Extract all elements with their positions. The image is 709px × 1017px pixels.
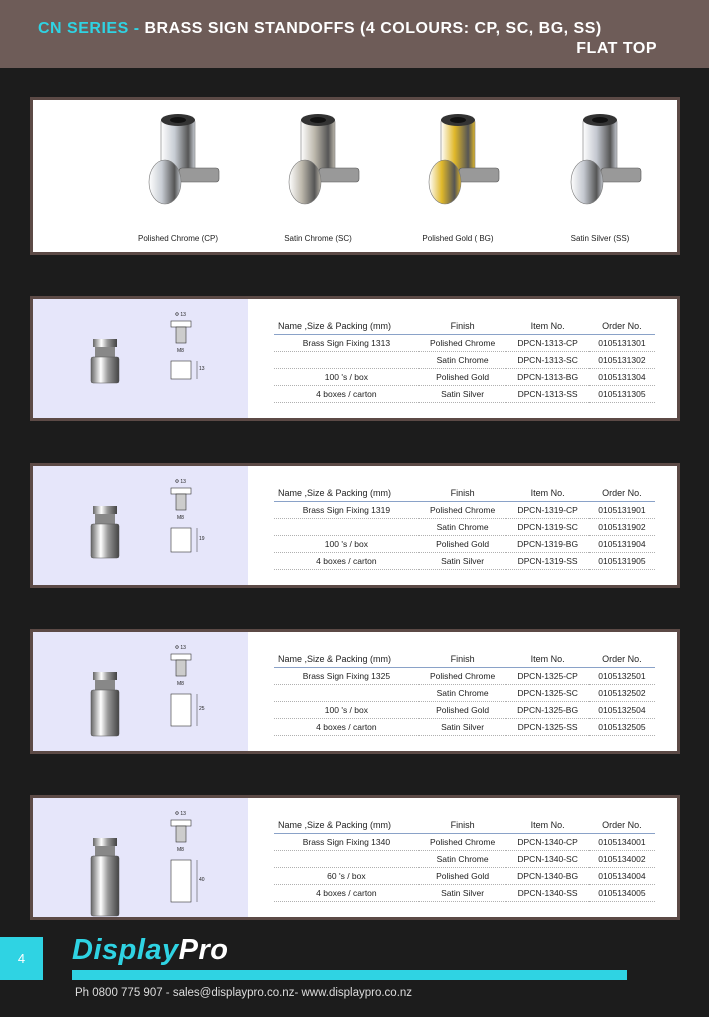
table-cell: DPCN-1325-BG	[506, 702, 588, 719]
page-header	[0, 0, 709, 68]
table-row	[274, 868, 655, 885]
product-panel-1325	[30, 629, 680, 754]
column-header: Finish	[419, 652, 507, 668]
table-row	[274, 519, 655, 536]
standoff-photo-icon	[123, 110, 233, 220]
column-header: Item No.	[506, 486, 588, 502]
table-cell: Brass Sign Fixing 1325	[274, 668, 419, 685]
footer-contact: Ph 0800 775 907 - sales@displaypro.co.nz- www.displaypro.co.nz	[75, 987, 413, 999]
standoff-photo-icon	[545, 110, 655, 220]
finish-photo	[530, 110, 670, 243]
spec-table	[274, 818, 655, 902]
table-cell: Polished Gold	[419, 369, 507, 386]
table-cell: 0105132504	[589, 702, 655, 719]
table-cell: 0105131904	[589, 536, 655, 553]
finish-caption: Polished Gold ( BG)	[422, 234, 494, 243]
table-cell: DPCN-1319-BG	[506, 536, 588, 553]
table-cell: 0105131304	[589, 369, 655, 386]
table-cell	[274, 851, 419, 868]
column-header: Finish	[419, 319, 507, 335]
table-row	[274, 536, 655, 553]
table-header-row	[274, 319, 655, 335]
diameter-label: Φ 13	[175, 645, 186, 651]
table-cell: DPCN-1313-SS	[506, 386, 588, 403]
logo-pro: Pro	[178, 934, 229, 966]
thread-label: M8	[177, 681, 184, 687]
table-cell: DPCN-1313-BG	[506, 369, 588, 386]
table-cell: DPCN-1340-SC	[506, 851, 588, 868]
table-cell: DPCN-1340-BG	[506, 868, 588, 885]
thread-label: M8	[177, 348, 184, 354]
table-cell: DPCN-1340-CP	[506, 834, 588, 851]
finish-photos-panel	[30, 97, 680, 255]
table-cell: Satin Chrome	[419, 685, 507, 702]
table-header-row	[274, 652, 655, 668]
column-header: Order No.	[589, 486, 655, 502]
product-panel-1319	[30, 463, 680, 588]
table-cell: DPCN-1325-SS	[506, 719, 588, 736]
table-row	[274, 335, 655, 352]
column-header: Name ,Size & Packing (mm)	[274, 486, 419, 502]
column-header: Name ,Size & Packing (mm)	[274, 652, 419, 668]
product-drawing	[33, 798, 248, 917]
table-cell: 0105131302	[589, 352, 655, 369]
table-cell: DPCN-1319-SC	[506, 519, 588, 536]
table-cell: 0105134001	[589, 834, 655, 851]
table-cell: Brass Sign Fixing 1340	[274, 834, 419, 851]
table-row	[274, 352, 655, 369]
column-header: Item No.	[506, 818, 588, 834]
diameter-label: Φ 13	[175, 811, 186, 817]
table-cell: 100 's / box	[274, 369, 419, 386]
column-header: Order No.	[589, 319, 655, 335]
footer-accent-bar	[72, 970, 627, 980]
table-row	[274, 885, 655, 902]
table-cell: DPCN-1319-SS	[506, 553, 588, 570]
table-cell: 0105131301	[589, 335, 655, 352]
table-row	[274, 502, 655, 519]
standoff-photo-icon	[263, 110, 373, 220]
column-header: Finish	[419, 818, 507, 834]
table-cell: Satin Chrome	[419, 352, 507, 369]
finish-caption: Satin Silver (SS)	[570, 234, 630, 243]
table-cell: DPCN-1313-SC	[506, 352, 588, 369]
product-drawing	[33, 632, 248, 751]
table-cell: 100 's / box	[274, 536, 419, 553]
displaypro-logo	[72, 934, 229, 967]
length-label: 40	[199, 877, 205, 883]
length-label: 25	[199, 706, 205, 712]
table-cell: Brass Sign Fixing 1319	[274, 502, 419, 519]
spec-table	[274, 486, 655, 570]
table-cell: 0105132501	[589, 668, 655, 685]
column-header: Name ,Size & Packing (mm)	[274, 818, 419, 834]
table-header-row	[274, 818, 655, 834]
table-cell: 0105132505	[589, 719, 655, 736]
spec-table	[274, 652, 655, 736]
table-row	[274, 685, 655, 702]
table-cell: 4 boxes / carton	[274, 719, 419, 736]
table-cell: 4 boxes / carton	[274, 885, 419, 902]
standoff-photo-icon	[403, 110, 513, 220]
header-title: BRASS SIGN STANDOFFS (4 COLOURS: CP, SC, BG, SS)	[144, 20, 602, 37]
table-cell: Satin Chrome	[419, 519, 507, 536]
header-subtitle: FLAT TOP	[576, 40, 657, 57]
table-cell: 0105132502	[589, 685, 655, 702]
table-cell: Satin Silver	[419, 553, 507, 570]
table-cell: 0105134004	[589, 868, 655, 885]
table-row	[274, 834, 655, 851]
table-cell	[274, 519, 419, 536]
finish-photo	[248, 110, 388, 243]
table-cell: 60 's / box	[274, 868, 419, 885]
table-cell: Polished Chrome	[419, 335, 507, 352]
table-cell: Polished Gold	[419, 868, 507, 885]
table-cell: DPCN-1325-SC	[506, 685, 588, 702]
series-label: CN SERIES -	[38, 20, 140, 37]
table-cell: DPCN-1313-CP	[506, 335, 588, 352]
thread-label: M8	[177, 847, 184, 853]
table-cell: 4 boxes / carton	[274, 386, 419, 403]
standoff-drawing-icon	[33, 632, 248, 751]
table-cell: Satin Silver	[419, 885, 507, 902]
column-header: Item No.	[506, 652, 588, 668]
diameter-label: Φ 13	[175, 312, 186, 318]
table-row	[274, 386, 655, 403]
table-row	[274, 668, 655, 685]
table-cell: Brass Sign Fixing 1313	[274, 335, 419, 352]
column-header: Order No.	[589, 818, 655, 834]
logo-display: Display	[72, 934, 179, 966]
product-panel-1340	[30, 795, 680, 920]
table-header-row	[274, 486, 655, 502]
finish-caption: Polished Chrome (CP)	[137, 234, 219, 243]
standoff-drawing-icon	[33, 299, 248, 418]
finish-photo	[108, 110, 248, 243]
table-cell	[274, 685, 419, 702]
length-label: 13	[199, 366, 205, 372]
table-cell: 0105134005	[589, 885, 655, 902]
product-panel-1313	[30, 296, 680, 421]
table-cell: Satin Silver	[419, 386, 507, 403]
standoff-drawing-icon	[33, 798, 248, 917]
table-cell: 4 boxes / carton	[274, 553, 419, 570]
column-header: Finish	[419, 486, 507, 502]
table-cell: Polished Gold	[419, 702, 507, 719]
spec-table	[274, 319, 655, 403]
table-cell: 0105134002	[589, 851, 655, 868]
table-cell: 0105131905	[589, 553, 655, 570]
table-row	[274, 702, 655, 719]
table-cell: DPCN-1340-SS	[506, 885, 588, 902]
table-cell	[274, 352, 419, 369]
column-header: Item No.	[506, 319, 588, 335]
table-cell: 0105131902	[589, 519, 655, 536]
table-row	[274, 851, 655, 868]
table-cell: Satin Silver	[419, 719, 507, 736]
diameter-label: Φ 13	[175, 479, 186, 485]
table-cell: 0105131901	[589, 502, 655, 519]
table-row	[274, 719, 655, 736]
column-header: Order No.	[589, 652, 655, 668]
table-cell: Polished Chrome	[419, 502, 507, 519]
table-cell: Polished Gold	[419, 536, 507, 553]
table-cell: Polished Chrome	[419, 668, 507, 685]
table-cell: DPCN-1319-CP	[506, 502, 588, 519]
header-title-line1	[38, 20, 602, 38]
table-cell: 100 's / box	[274, 702, 419, 719]
table-row	[274, 553, 655, 570]
table-cell: DPCN-1325-CP	[506, 668, 588, 685]
finish-caption: Satin Chrome (SC)	[284, 234, 352, 243]
table-cell: Polished Chrome	[419, 834, 507, 851]
page-number: 4	[0, 937, 43, 980]
table-row	[274, 369, 655, 386]
product-drawing	[33, 466, 248, 585]
thread-label: M8	[177, 515, 184, 521]
column-header: Name ,Size & Packing (mm)	[274, 319, 419, 335]
table-cell: 0105131305	[589, 386, 655, 403]
standoff-drawing-icon	[33, 466, 248, 585]
table-cell: Satin Chrome	[419, 851, 507, 868]
finish-photo	[388, 110, 528, 243]
product-drawing	[33, 299, 248, 418]
length-label: 19	[199, 536, 205, 542]
